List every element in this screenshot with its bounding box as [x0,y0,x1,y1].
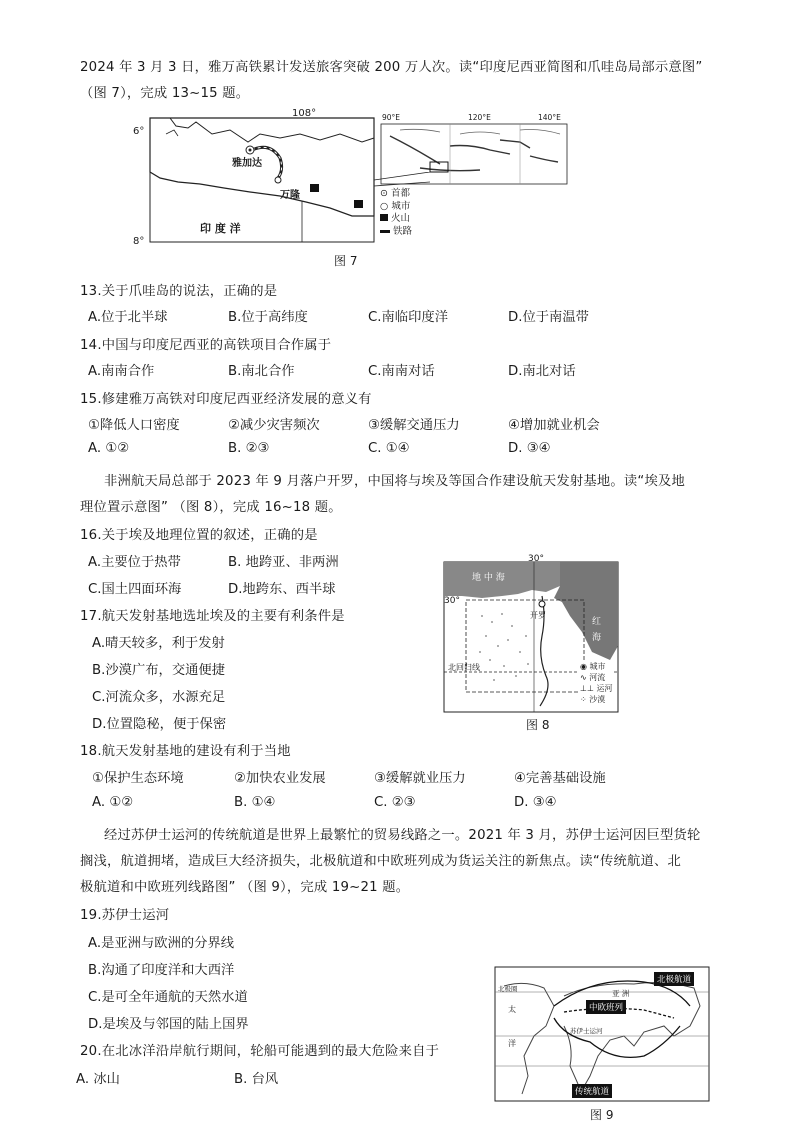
q16-option-c[interactable]: C.国土四面环海 [88,582,182,597]
canal-icon: ⊥⊥ [580,684,594,693]
q14-option-a[interactable]: A.南南合作 [88,364,155,379]
q18-option-d[interactable]: D. ③④ [514,795,557,810]
ocean-label: 印 度 洋 [200,222,241,235]
figure-9-caption: 图 9 [590,1108,614,1122]
intro-text-3c: 极航道和中欧班列线路图” （图 9），完成 19~21 题。 [80,880,410,895]
fig8-lon-label: 30° [528,554,544,564]
q15-option-d[interactable]: D. ③④ [508,441,551,456]
lat-label-bottom: 8° [133,236,145,247]
q18-statement-3: ③缓解就业压力 [374,771,466,786]
q15-option-b[interactable]: B. ②③ [228,441,270,456]
q16-option-d[interactable]: D.地跨东、西半球 [228,582,336,597]
city-jakarta: 雅加达 [232,158,262,169]
q15-statement-1: ①降低人口密度 [88,418,180,433]
q13-option-d[interactable]: D.位于南温带 [508,310,589,325]
q17-option-a[interactable]: A.晴天较多，利于发射 [92,636,225,651]
ocean-label-1: 太 [508,1005,516,1014]
q17-option-c[interactable]: C.河流众多，水源充足 [92,690,226,705]
inset-lon-90: 90°E [382,113,401,122]
q18-statement-2: ②加快农业发展 [234,771,326,786]
q15-statement-4: ④增加就业机会 [508,418,600,433]
q14-option-b[interactable]: B.南北合作 [228,364,295,379]
inset-lon-140: 140°E [538,113,561,122]
suez-label: 苏伊士运河 [570,1027,603,1035]
red-sea-label: 红 海 [592,617,602,643]
volcano-icon [380,214,388,221]
question-14-stem: 14.中国与印度尼西亚的高铁项目合作属于 [80,338,332,353]
tropic-label: 北回归线 [448,663,480,672]
q14-option-d[interactable]: D.南北对话 [508,364,576,379]
q18-option-a[interactable]: A. ①② [92,795,134,810]
figure-8-caption: 图 8 [526,718,550,732]
q13-option-c[interactable]: C.南临印度洋 [368,310,448,325]
arctic-circle-label: 北极圈 [498,985,518,993]
lat-label-top: 6° [133,126,145,137]
mediterranean-label: 地 中 海 [472,573,505,583]
figure-7 [130,108,570,247]
question-13-stem: 13.关于爪哇岛的说法，正确的是 [80,284,278,299]
intro-text-3: 经过苏伊士运河的传统航道是世界上最繁忙的贸易线路之一。2021 年 3 月，苏伊士运河因巨型货轮 [104,828,701,843]
q19-option-b[interactable]: B.沟通了印度洋和大西洋 [88,963,235,978]
q13-option-b[interactable]: B.位于高纬度 [228,310,308,325]
fig7-legend: ⊙ 首都 ○ 城市 火山 铁路 [380,188,413,237]
city-bandung: 万隆 [280,190,300,201]
q15-statement-2: ②减少灾害频次 [228,418,320,433]
q18-option-c[interactable]: C. ②③ [374,795,416,810]
intro-text-2: 非洲航天局总部于 2023 年 9 月落户开罗，中国将与埃及等国合作建设航天发射基地。读“埃及地 [104,474,685,489]
q15-option-c[interactable]: C. ①④ [368,441,410,456]
capital-icon: ⊙ [380,188,388,199]
question-16-stem: 16.关于埃及地理位置的叙述，正确的是 [80,528,318,543]
asia-label: 亚 洲 [612,989,630,998]
q18-statement-1: ①保护生态环境 [92,771,184,786]
q17-option-d[interactable]: D.位置隐秘，便于保密 [92,717,227,732]
q16-option-b[interactable]: B. 地跨亚、非两洲 [228,555,339,570]
intro-text-2b: 理位置示意图” （图 8），完成 16~18 题。 [80,500,342,515]
fig8-lat-label: 30° [444,596,460,606]
intro-text-1: 2024 年 3 月 3 日，雅万高铁累计发送旅客突破 200 万人次。读“印度尼西亚简图和爪哇岛局部示意图” [80,60,703,75]
cairo-label: 开罗 [530,611,546,620]
china-europe-rail-label: 中欧班列 [586,1000,626,1014]
fig8-legend: ◉ 城市 ∿ 河流 ⊥⊥ 运河 ⁘ 沙漠 [580,662,613,704]
ocean-label-2: 洋 [508,1039,516,1048]
q16-option-a[interactable]: A.主要位于热带 [88,555,181,570]
figure-9 [494,966,710,1102]
q13-option-a[interactable]: A.位于北半球 [88,310,168,325]
q19-option-d[interactable]: D.是埃及与邻国的陆上国界 [88,1017,249,1032]
q15-statement-3: ③缓解交通压力 [368,418,460,433]
river-icon: ∿ [580,673,587,682]
figure-7-caption: 图 7 [334,254,358,268]
city-icon: ○ [380,200,389,212]
question-15-stem: 15.修建雅万高铁对印度尼西亚经济发展的意义有 [80,392,372,407]
q19-option-a[interactable]: A.是亚洲与欧洲的分界线 [88,936,235,951]
arctic-route-label: 北极航道 [654,972,694,986]
question-18-stem: 18.航天发射基地的建设有利于当地 [80,744,291,759]
q20-option-b[interactable]: B. 台风 [234,1072,279,1087]
q15-option-a[interactable]: A. ①② [88,441,130,456]
q14-option-c[interactable]: C.南南对话 [368,364,435,379]
q18-option-b[interactable]: B. ①④ [234,795,276,810]
q20-option-a[interactable]: A. 冰山 [76,1072,120,1087]
intro-text-3b: 搁浅，航道拥堵，造成巨大经济损失，北极航道和中欧班列成为货运关注的新焦点。读“传统航道、北 [80,854,681,869]
intro-text-1b: （图 7），完成 13~15 题。 [80,86,250,101]
figure-8 [442,556,620,716]
question-20-stem: 20.在北冰洋沿岸航行期间，轮船可能遇到的最大危险来自于 [80,1044,440,1059]
question-17-stem: 17.航天发射基地选址埃及的主要有利条件是 [80,609,345,624]
desert-icon: ⁘ [580,695,587,704]
question-19-stem: 19.苏伊士运河 [80,908,170,923]
city-icon: ◉ [580,662,587,671]
q17-option-b[interactable]: B.沙漠广布，交通便捷 [92,663,226,678]
lon-label: 108° [292,108,317,119]
q18-statement-4: ④完善基础设施 [514,771,606,786]
q19-option-c[interactable]: C.是可全年通航的天然水道 [88,990,248,1005]
railway-icon [380,230,390,233]
traditional-route-label: 传统航道 [572,1084,612,1098]
inset-lon-120: 120°E [468,113,491,122]
